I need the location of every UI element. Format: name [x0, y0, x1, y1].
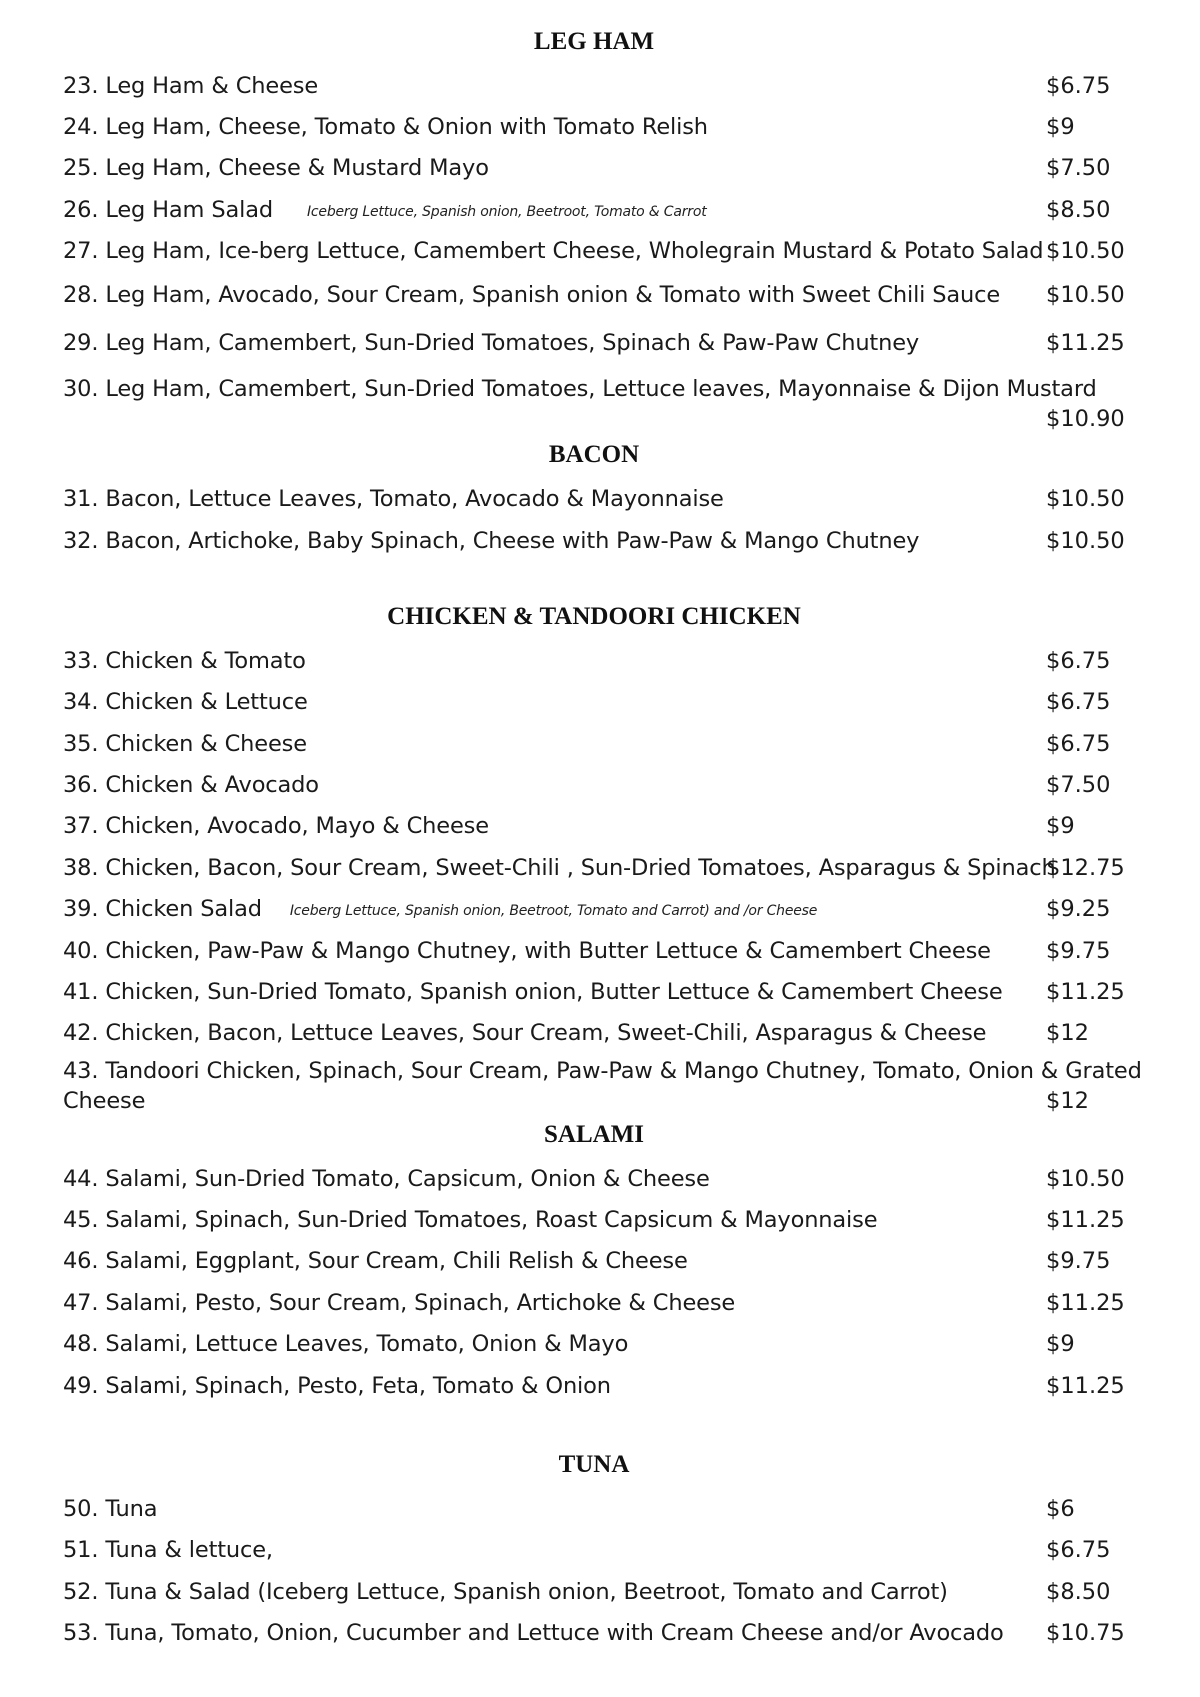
- menu-item: [63, 1246, 1143, 1276]
- item-name: 33. Chicken & Tomato: [63, 648, 306, 674]
- section-heading-tuna: TUNA: [558, 1451, 630, 1478]
- menu-item: [63, 1577, 1143, 1607]
- item-name: 53. Tuna, Tomato, Onion, Cucumber and Lettuce with Cream Cheese and/or Avocado: [63, 1620, 1004, 1646]
- item-price: $12: [1046, 1020, 1089, 1046]
- item-name: 50. Tuna: [63, 1496, 158, 1522]
- item-price: $6.75: [1046, 648, 1111, 674]
- section-heading-salami: SALAMI: [543, 1121, 644, 1148]
- item-price: $9: [1046, 813, 1075, 839]
- menu-item: [63, 484, 1143, 514]
- menu-item: [63, 729, 1143, 759]
- item-name: 40. Chicken, Paw-Paw & Mango Chutney, with Butter Lettuce & Camembert Cheese: [63, 938, 991, 964]
- item-name: 32. Bacon, Artichoke, Baby Spinach, Cheese with Paw-Paw & Mango Chutney: [63, 528, 920, 554]
- item-name: 34. Chicken & Lettuce: [63, 689, 308, 715]
- item-name: 43. Tandoori Chicken, Spinach, Sour Cream, Paw-Paw & Mango Chutney, Tomato, Onion & Grated Cheese: [63, 1058, 1142, 1114]
- item-name: 35. Chicken & Cheese: [63, 731, 307, 757]
- item-price: $6.75: [1046, 731, 1111, 757]
- item-name: 24. Leg Ham, Cheese, Tomato & Onion with Tomato Relish: [63, 114, 708, 140]
- item-name: 44. Salami, Sun-Dried Tomato, Capsicum, Onion & Cheese: [63, 1166, 710, 1192]
- menu-item: [63, 328, 1143, 358]
- item-name: 41. Chicken, Sun-Dried Tomato, Spanish onion, Butter Lettuce & Camembert Cheese: [63, 979, 1003, 1005]
- item-price: $7.50: [1046, 155, 1111, 181]
- item-price: $9.75: [1046, 1248, 1111, 1274]
- item-price: $11.25: [1046, 1207, 1125, 1233]
- menu-item: [63, 195, 1143, 225]
- item-name: 45. Salami, Spinach, Sun-Dried Tomatoes, Roast Capsicum & Mayonnaise: [63, 1207, 878, 1233]
- item-name: 30. Leg Ham, Camembert, Sun-Dried Tomatoes, Lettuce leaves, Mayonnaise & Dijon Mustard: [63, 376, 1097, 402]
- item-price: $6.75: [1046, 73, 1111, 99]
- item-price: $10.50: [1046, 282, 1125, 308]
- item-name: [63, 894, 817, 926]
- item-price: $12: [1046, 1088, 1089, 1114]
- item-name-text: 26. Leg Ham Salad: [63, 197, 273, 223]
- item-price: $11.25: [1046, 979, 1125, 1005]
- menu-item: [63, 646, 1143, 676]
- item-name: 37. Chicken, Avocado, Mayo & Cheese: [63, 813, 489, 839]
- menu-item: [63, 280, 1143, 310]
- menu-item: [63, 1018, 1143, 1048]
- item-name: 52. Tuna & Salad (Iceberg Lettuce, Spanish onion, Beetroot, Tomato and Carrot): [63, 1579, 948, 1605]
- section-heading-bacon: BACON: [548, 441, 640, 468]
- item-name: 36. Chicken & Avocado: [63, 772, 319, 798]
- menu-item: [63, 1056, 1143, 1116]
- item-name: 47. Salami, Pesto, Sour Cream, Spinach, Artichoke & Cheese: [63, 1290, 736, 1316]
- menu-item: [63, 526, 1143, 556]
- item-price: $10.50: [1046, 1166, 1125, 1192]
- item-price: $8.50: [1046, 197, 1111, 223]
- menu-item: [63, 770, 1143, 800]
- item-price: $10.90: [1046, 406, 1125, 432]
- menu-item: [63, 936, 1143, 966]
- item-price: $10.50: [1046, 486, 1125, 512]
- item-name: 51. Tuna & lettuce,: [63, 1537, 273, 1563]
- item-price: $6.75: [1046, 689, 1111, 715]
- item-name: 38. Chicken, Bacon, Sour Cream, Sweet-Chili , Sun-Dried Tomatoes, Asparagus & Spinach: [63, 855, 1056, 881]
- item-name: 48. Salami, Lettuce Leaves, Tomato, Onion & Mayo: [63, 1331, 629, 1357]
- item-name: 42. Chicken, Bacon, Lettuce Leaves, Sour Cream, Sweet-Chili, Asparagus & Cheese: [63, 1020, 987, 1046]
- menu-item: [63, 1371, 1143, 1401]
- item-name: 49. Salami, Spinach, Pesto, Feta, Tomato & Onion: [63, 1373, 611, 1399]
- menu-item: [63, 811, 1143, 841]
- menu-item: [63, 1618, 1143, 1648]
- item-price: $10.50: [1046, 528, 1125, 554]
- item-price: $6: [1046, 1496, 1075, 1522]
- menu-item: [63, 894, 1143, 924]
- item-name: 28. Leg Ham, Avocado, Sour Cream, Spanish onion & Tomato with Sweet Chili Sauce: [63, 282, 1001, 308]
- item-price: $7.50: [1046, 772, 1111, 798]
- item-price: $10.50: [1046, 238, 1125, 264]
- item-price: $10.75: [1046, 1620, 1125, 1646]
- item-price: $9: [1046, 114, 1075, 140]
- item-price: $12.75: [1046, 855, 1125, 881]
- section-heading-leg-ham: LEG HAM: [533, 28, 655, 55]
- item-name: 29. Leg Ham, Camembert, Sun-Dried Tomatoes, Spinach & Paw-Paw Chutney: [63, 330, 920, 356]
- menu-item: [63, 977, 1143, 1007]
- item-name: 31. Bacon, Lettuce Leaves, Tomato, Avocado & Mayonnaise: [63, 486, 724, 512]
- section-heading-chicken: CHICKEN & TANDOORI CHICKEN: [387, 603, 801, 630]
- item-price: $9.75: [1046, 938, 1111, 964]
- item-name: [63, 195, 707, 227]
- item-note: Iceberg Lettuce, Spanish onion, Beetroot, Tomato and Carrot) and /or Cheese: [289, 903, 818, 919]
- item-price: $11.25: [1046, 330, 1125, 356]
- menu-item: [63, 1205, 1143, 1235]
- item-note: Iceberg Lettuce, Spanish onion, Beetroot, Tomato & Carrot: [306, 204, 707, 220]
- item-price: $9: [1046, 1331, 1075, 1357]
- item-name: 25. Leg Ham, Cheese & Mustard Mayo: [63, 155, 489, 181]
- item-name: 46. Salami, Eggplant, Sour Cream, Chili Relish & Cheese: [63, 1248, 688, 1274]
- item-price: $9.25: [1046, 896, 1111, 922]
- item-price: $11.25: [1046, 1290, 1125, 1316]
- menu-item: [63, 1164, 1143, 1194]
- menu-item: [63, 236, 1143, 266]
- menu-item: [63, 71, 1143, 101]
- item-price: $8.50: [1046, 1579, 1111, 1605]
- item-price: $11.25: [1046, 1373, 1125, 1399]
- menu-item: [63, 112, 1143, 142]
- item-price: $6.75: [1046, 1537, 1111, 1563]
- menu-item: [63, 1329, 1143, 1359]
- menu-item: [63, 374, 1143, 434]
- item-name: 27. Leg Ham, Ice-berg Lettuce, Camembert Cheese, Wholegrain Mustard & Potato Salad: [63, 238, 1044, 264]
- item-name-text: 39. Chicken Salad: [63, 896, 262, 922]
- menu-item: [63, 687, 1143, 717]
- menu-item: [63, 1494, 1143, 1524]
- menu-item: [63, 853, 1143, 883]
- menu-item: [63, 1288, 1143, 1318]
- item-name: 23. Leg Ham & Cheese: [63, 73, 319, 99]
- menu-item: [63, 153, 1143, 183]
- menu-item: [63, 1535, 1143, 1565]
